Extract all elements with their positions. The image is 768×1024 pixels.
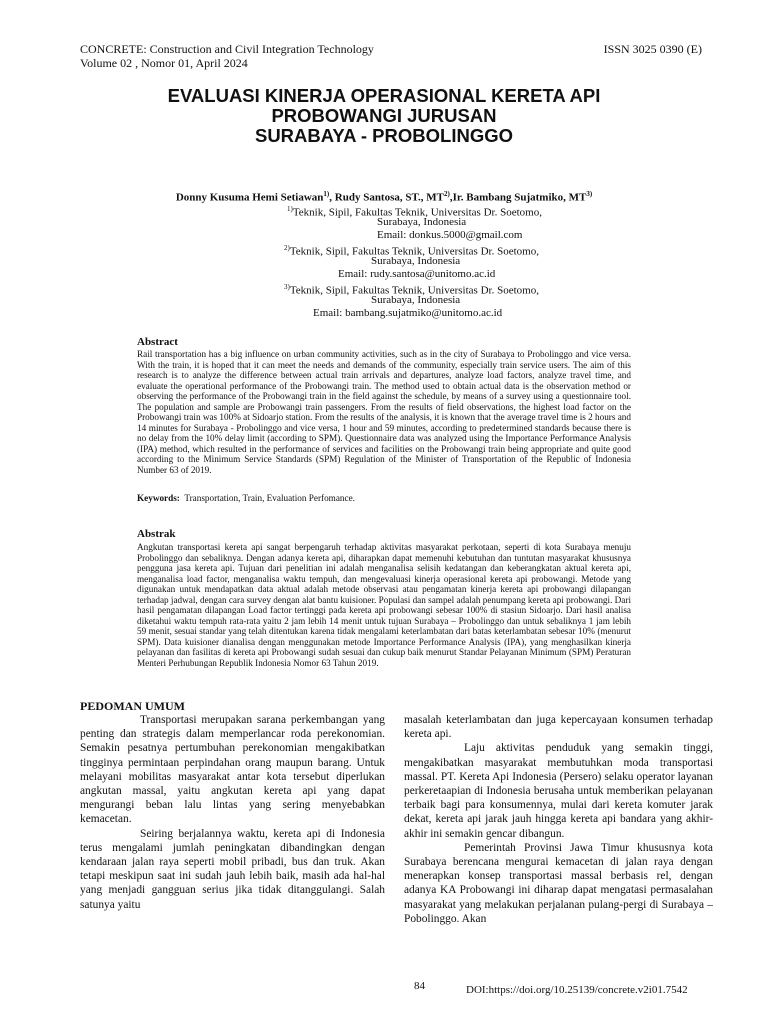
affiliation-3-line-1: Teknik, Sipil, Fakultas Teknik, Universitas Dr. Soetomo, xyxy=(289,284,539,297)
affiliation-2-city: Surabaya, Indonesia xyxy=(371,255,461,267)
abstrak-text: Angkutan transportasi kereta api sangat berpengaruh terhadap aktivitas masyarakat perkotaan, seperti di kota Surabaya menuju Probolinggo dan sebaliknya. Dengan adanya kereta api, diharapkan dapat memenuhi kebutuhan dan tuntutan masyarakat khususnya pengguna jasa kereta api. Tujuan dari penelitian ini adalah menganalisa selisih kedatangan dan keberangkatan aktual kereta api, menganalisa load factor, menganalisa waktu tempuh, dan mengevaluasi kinerja operasional kereta api probowangi. Metode yang digunakan untuk mendapatkan data aktual adalah metode observasi atau pengamatan kinerja kereta api probowangi dilapangan terhadap jadwal, dengan cara survey dengan alat bantu kuisioner. Populasi dan sampel adalah penumpang kereta api probowangi. Dari hasil pengamatan dilapangan Load factor tertinggi pada kereta api probowangi sebesar 100% di stasiun Sidoarjo. Dari hasil analisa diketahui waktu tempuh rata-rata yaitu 2 jam lebih 14 menit untuk tujuan Surabaya – Probolinggo dan untuk sebaliknya 1 jam lebih 59 menit, sesuai standar yang telah ditentukan karena tidak mengalami keterlambatan dari batas keterlambatan sebesar 10% (menurut SPM). Data kuisioner dianalisa dengan menggunakan metode Importance Performance Analysis (IPA), yang menghasilkan kinerja pelayanan dan fasilitas di kereta api Probowangi sudah sesuai dan cukup baik menurut Standar Pelayanan Minimum (SPM) Peraturan Menteri Perhubungan Republik Indonesia Nomor 63 Tahun 2019. xyxy=(137,542,631,669)
affiliation-2-sup: 2) xyxy=(284,244,290,252)
keywords-text: Transportation, Train, Evaluation Perfomance. xyxy=(184,493,355,503)
paragraph-continued: masalah keterlambatan dan juga kepercayaan konsumen terhadap kereta api. xyxy=(404,714,713,741)
affiliation-1-line-1: Teknik, Sipil, Fakultas Teknik, Universitas Dr. Soetomo, xyxy=(292,206,542,219)
running-header xyxy=(80,42,374,70)
author-3: ,Ir. Bambang Sujatmiko, MT xyxy=(449,191,587,204)
issn: ISSN 3025 0390 (E) xyxy=(603,42,702,56)
affiliation-2-line-1: Teknik, Sipil, Fakultas Teknik, Universitas Dr. Soetomo, xyxy=(289,245,539,258)
affiliation-1-sup: 1) xyxy=(287,205,293,213)
title-line-1: EVALUASI KINERJA OPERASIONAL KERETA API xyxy=(167,85,601,106)
affiliation-3-city: Surabaya, Indonesia xyxy=(371,294,461,306)
author-1-sup: 1) xyxy=(323,190,330,198)
author-2-sup: 2) xyxy=(443,190,450,198)
body-column-right xyxy=(404,713,713,926)
abstract-text: Rail transportation has a big influence on urban community activities, such as in the city of Surabaya to Probolinggo and vice versa. With the train, it is hoped that it can meet the needs and demands of the community, especially train service users. The aim of this research is to analyze the difference between actual train arrivals and departures, analyze load factors, analyze travel time, and evaluate the operational performance of the Probowangi train. The method used to obtain actual data is the observation method or observing the performance of the Probowangi train in the field against the schedule, by means of a survey using a questionnaire tool. The population and sample are Probowangi train passengers. From the results of field observations, the highest load factor on the Probowangi train was 100% at Sidoarjo station. From the results of the analysis, it is known that the average travel time is 2 hours and 14 minutes for Surabaya - Probolinggo and vice versa, 1 hour and 59 minutes, according to predetermined standards because there is no delay from the 10% delay limit (according to SPM). Questionnaire data was analyzed using the Importance Performance Analysis (IPA) method, which resulted in the performance of services and facilities on the Probowangi train being appropriate and quite good according to the Minimum Service Standards (SPM) Regulation of the Minister of Transportation of the Republic of Indonesia Number 63 of 2019. xyxy=(137,349,631,476)
journal-volume: Volume 02 , Nomor 01, April 2024 xyxy=(80,56,248,70)
affiliation-3-sup: 3) xyxy=(284,283,290,291)
title-line-2: PROBOWANGI JURUSAN xyxy=(271,105,497,126)
page-number: 84 xyxy=(414,980,425,992)
author-3-sup: 3) xyxy=(586,190,593,198)
journal-name: CONCRETE: Construction and Civil Integration Technology xyxy=(80,42,374,56)
paragraph: Transportasi merupakan sarana perkembangan yang penting dan strategis dalam memperlancar roda perekonomian. Semakin pesatnya pertumbuhan perekonomian mengakibatkan tingginya permintaan perpindahan orang maupun barang. Untuk melayani mobilitas masyarakat antar kota tersebut diperlukan angkutan massal, yaitu angkutan kereta api yang dapat mengurangi beban lalu lintas yang sering menyebabkan kemacetan. xyxy=(80,714,385,826)
affiliation-1-city: Surabaya, Indonesia xyxy=(377,216,467,228)
abstrak-heading: Abstrak xyxy=(137,528,176,540)
paragraph: Pemerintah Provinsi Jawa Timur khususnya kota Surabaya berencana mengurai kemacetan di jalan raya dengan menerapkan konsep transportasi massal berbasis rel, dengan adanya KA Probowangi ini diharap dapat mengatasi permasalahan masyarakat yang melakukan perjalanan pulang-pergi di Surabaya – Pobolinggo. Akan xyxy=(404,841,713,925)
doi-link[interactable]: DOI:https://doi.org/10.25139/concrete.v2i01.7542 xyxy=(466,984,688,996)
affiliation-2-email: Email: rudy.santosa@unitomo.ac.id xyxy=(338,268,496,280)
paragraph: Laju aktivitas penduduk yang semakin tinggi, mengakibatkan masyarakat membutuhkan moda transportasi massal. PT. Kereta Api Indonesia (Persero) selaku operator layanan perkeretaapian di Indonesia berusaha untuk memberikan pelayanan terbaik bagi para konsumennya, mulai dari kereta komuter jarak dekat, kereta api jarak jauh hingga kereta api bandara yang akhir-akhir ini semakin gencar dibangun. xyxy=(404,742,713,840)
keywords-label: Keywords: xyxy=(137,493,180,503)
paragraph: Seiring berjalannya waktu, kereta api di Indonesia terus mengalami jumlah peningkatan dibandingkan dengan kendaraan jalan raya seperti mobil pribadi, bus dan truk. Akan tetapi meskipun saat ini sudah jauh lebih baik, masih ada hal-hal yang menjadi gangguan serius jika tidak ditanggulangi. Salah satunya yaitu xyxy=(80,827,385,911)
section-heading: PEDOMAN UMUM xyxy=(80,699,185,713)
author-1: Donny Kusuma Hemi Setiawan xyxy=(175,191,324,204)
abstract-heading: Abstract xyxy=(137,336,178,348)
keywords xyxy=(137,493,631,504)
affiliation-3-email: Email: bambang.sujatmiko@unitomo.ac.id xyxy=(313,307,503,319)
title-line-3: SURABAYA - PROBOLINGGO xyxy=(254,125,513,146)
affiliation-1-email: Email: donkus.5000@gmail.com xyxy=(377,229,523,241)
paper-title xyxy=(0,86,768,146)
author-2: , Rudy Santosa, ST., MT xyxy=(329,191,444,204)
body-column-left xyxy=(80,713,385,912)
